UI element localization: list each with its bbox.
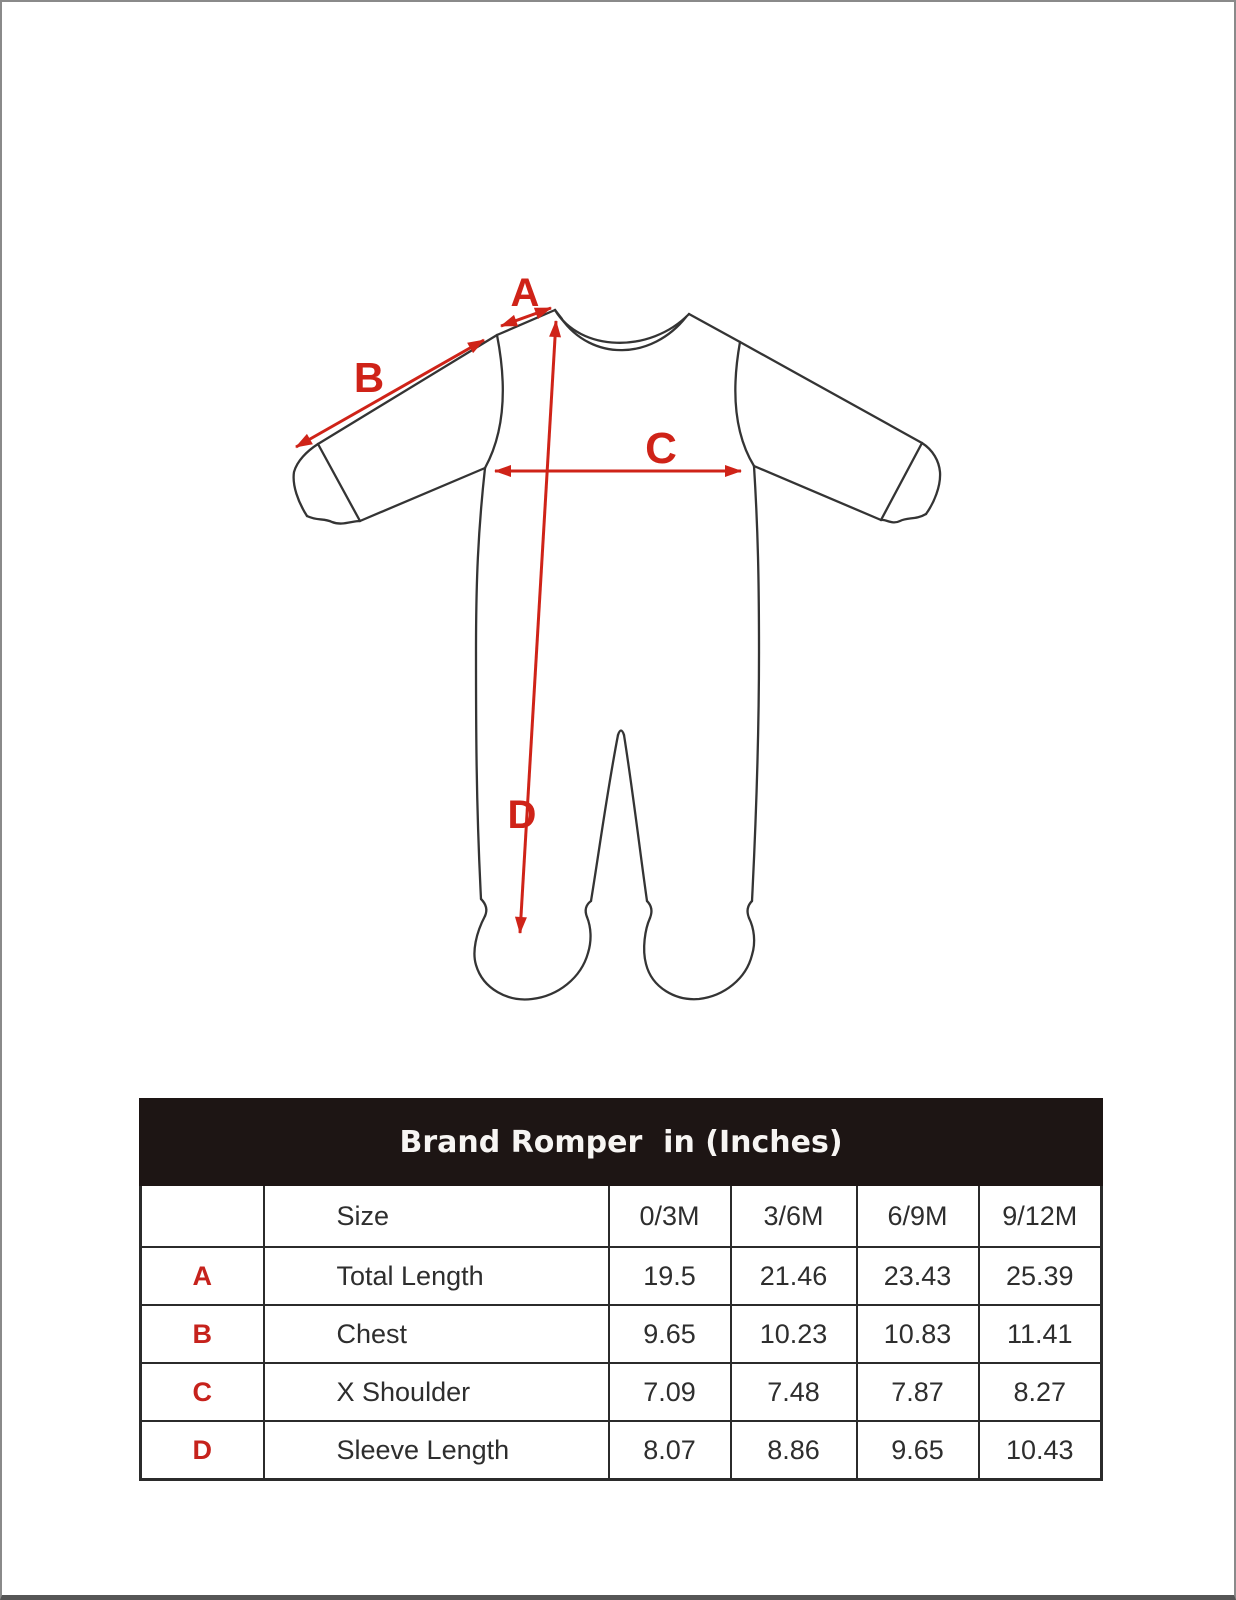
right-body-side bbox=[752, 466, 759, 901]
table-cell: 10.83 bbox=[857, 1305, 979, 1363]
collar-outer-line bbox=[555, 310, 689, 343]
table-row-total-length bbox=[141, 1247, 1102, 1305]
left-cuff-seam bbox=[318, 444, 360, 521]
left-sleeve-underside bbox=[360, 468, 485, 521]
measure-label-d: D bbox=[507, 793, 537, 837]
table-header-row bbox=[141, 1185, 1102, 1248]
row-label: Sleeve Length bbox=[264, 1421, 609, 1480]
table-cell: 11.41 bbox=[979, 1305, 1102, 1363]
right-cuff-seam bbox=[881, 443, 922, 520]
right-cuff-bottom bbox=[881, 514, 926, 522]
row-label: Total Length bbox=[264, 1247, 609, 1305]
table-row-chest bbox=[141, 1305, 1102, 1363]
row-key: B bbox=[141, 1305, 264, 1363]
column-header: 0/3M bbox=[609, 1185, 731, 1248]
table-cell: 10.23 bbox=[731, 1305, 857, 1363]
measure-arrow-d bbox=[520, 321, 556, 933]
table-row-sleeve-length bbox=[141, 1421, 1102, 1480]
row-key: A bbox=[141, 1247, 264, 1305]
table-cell: 21.46 bbox=[731, 1247, 857, 1305]
right-sleeve-top bbox=[740, 342, 922, 443]
right-inner-leg bbox=[624, 735, 647, 901]
measure-arrow-b bbox=[296, 340, 484, 447]
column-header: 6/9M bbox=[857, 1185, 979, 1248]
column-header: 3/6M bbox=[731, 1185, 857, 1248]
table-cell: 8.86 bbox=[731, 1421, 857, 1480]
measurement-labels bbox=[354, 271, 677, 837]
collar-notch-line bbox=[555, 310, 562, 319]
measure-label-b: B bbox=[353, 354, 385, 401]
right-ankle-notch-outer bbox=[748, 901, 752, 918]
measure-label-c: C bbox=[645, 424, 677, 473]
corner-cell bbox=[141, 1185, 264, 1248]
table-cell: 25.39 bbox=[979, 1247, 1102, 1305]
table-cell: 8.27 bbox=[979, 1363, 1102, 1421]
table-cell: 7.48 bbox=[731, 1363, 857, 1421]
right-shoulder-seam bbox=[689, 314, 740, 342]
row-label: X Shoulder bbox=[264, 1363, 609, 1421]
left-sleeve-top bbox=[318, 335, 497, 444]
size-header-cell: Size bbox=[264, 1185, 609, 1248]
row-label: Chest bbox=[264, 1305, 609, 1363]
table-cell: 7.09 bbox=[609, 1363, 731, 1421]
left-armhole bbox=[485, 335, 503, 468]
right-ankle-notch-inner bbox=[647, 901, 651, 918]
table-title: Brand Romper in (Inches) bbox=[141, 1100, 1102, 1185]
table-cell: 7.87 bbox=[857, 1363, 979, 1421]
table-cell: 19.5 bbox=[609, 1247, 731, 1305]
left-cuff-bottom bbox=[307, 516, 360, 524]
right-armhole bbox=[735, 342, 754, 466]
left-foot bbox=[474, 916, 590, 999]
table-row-x-shoulder bbox=[141, 1363, 1102, 1421]
size-chart-table bbox=[139, 1098, 1103, 1481]
right-foot bbox=[644, 918, 754, 999]
romper-measurement-diagram bbox=[2, 2, 1236, 1082]
romper-outline-drawing bbox=[294, 310, 940, 999]
left-ankle-notch-outer bbox=[481, 899, 486, 916]
row-key: C bbox=[141, 1363, 264, 1421]
table-cell: 8.07 bbox=[609, 1421, 731, 1480]
left-body-side bbox=[476, 468, 485, 899]
measure-label-a: A bbox=[510, 271, 540, 315]
right-cuff-outer bbox=[922, 443, 940, 514]
measurement-arrows bbox=[296, 308, 741, 933]
column-header: 9/12M bbox=[979, 1185, 1102, 1248]
table-cell: 9.65 bbox=[609, 1305, 731, 1363]
table-title-row bbox=[141, 1100, 1102, 1185]
table-cell: 9.65 bbox=[857, 1421, 979, 1480]
left-ankle-notch-inner bbox=[586, 901, 591, 917]
row-key: D bbox=[141, 1421, 264, 1480]
table-cell: 23.43 bbox=[857, 1247, 979, 1305]
table-cell: 10.43 bbox=[979, 1421, 1102, 1480]
left-cuff-outer bbox=[294, 444, 318, 516]
left-inner-leg bbox=[591, 735, 618, 901]
right-sleeve-underside bbox=[754, 466, 881, 520]
